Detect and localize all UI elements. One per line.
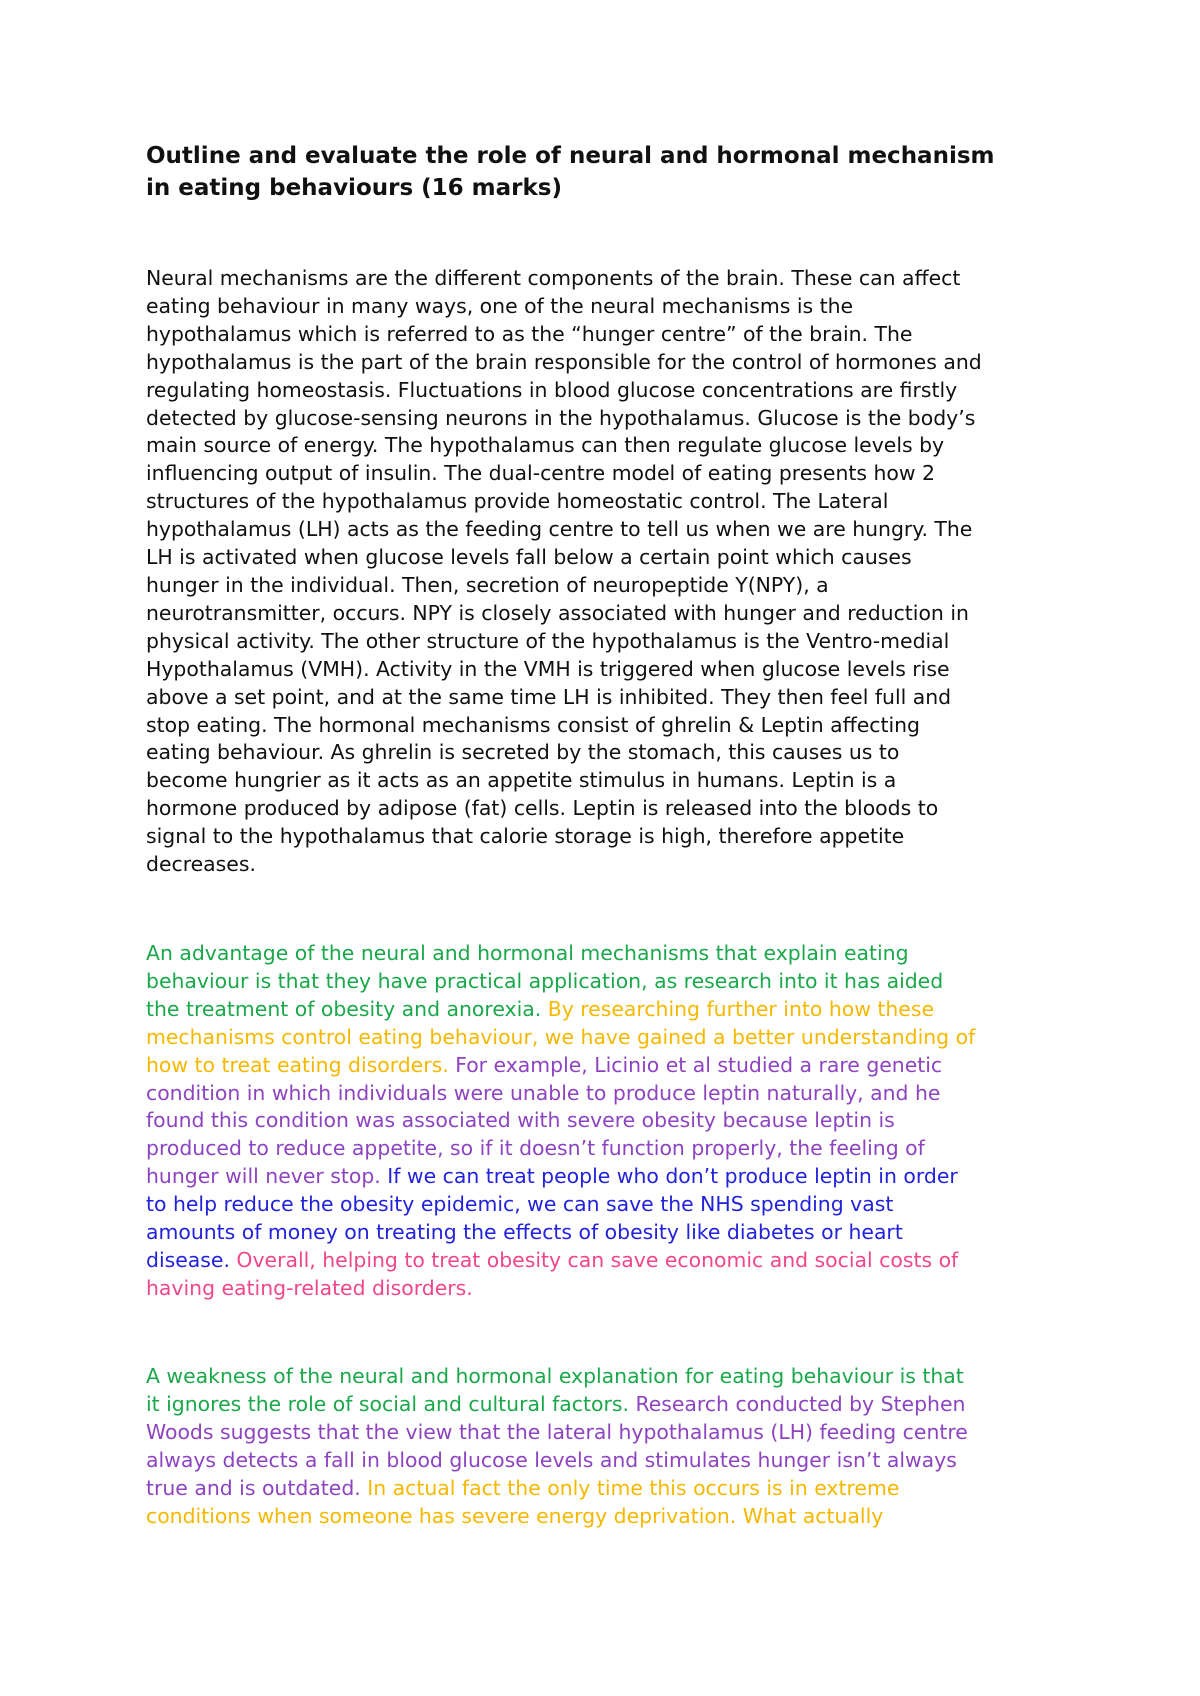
text-segment: conditions when someone has severe energy deprivation. What actually	[146, 1503, 884, 1528]
text-segment: LH is activated when glucose levels fall below a certain point which causes	[146, 545, 912, 570]
text-segment: eating behaviour. As ghrelin is secreted by the stomach, this causes us to	[146, 740, 900, 765]
text-line	[146, 321, 982, 349]
text-segment: detected by glucose-sensing neurons in the hypothalamus. Glucose is the body’s	[146, 405, 976, 430]
text-segment: hypothalamus (LH) acts as the feeding centre to tell us when we are hungry. The	[146, 517, 973, 542]
text-line	[146, 1219, 975, 1247]
text-line	[146, 349, 982, 377]
text-line	[146, 1447, 968, 1475]
text-line	[146, 628, 982, 656]
text-segment: amounts of money on treating the effects of obesity like diabetes or heart	[146, 1220, 903, 1245]
document-title	[146, 140, 1076, 204]
text-line	[146, 600, 982, 628]
text-segment: hypothalamus is the part of the brain responsible for the control of hormones and	[146, 349, 982, 374]
text-segment: Woods suggests that the view that the lateral hypothalamus (LH) feeding centre	[146, 1419, 968, 1444]
text-line	[146, 516, 982, 544]
text-line	[146, 544, 982, 572]
text-line	[146, 293, 982, 321]
text-line	[146, 1247, 975, 1275]
text-segment: the treatment of obesity and anorexia.	[146, 996, 548, 1021]
advantage-paragraph	[146, 940, 975, 1303]
text-line	[146, 712, 982, 740]
text-segment: physical activity. The other structure of the hypothalamus is the Ventro-medial	[146, 628, 950, 653]
text-segment: it ignores the role of social and cultural factors.	[146, 1391, 636, 1416]
text-line	[146, 1363, 968, 1391]
text-segment: For example, Licinio et al studied a rare genetic	[455, 1052, 943, 1077]
text-segment: condition in which individuals were unable to produce leptin naturally, and he	[146, 1080, 941, 1105]
text-line	[146, 767, 982, 795]
text-line	[146, 1135, 975, 1163]
text-line	[146, 1080, 975, 1108]
text-line	[146, 795, 982, 823]
text-segment: to help reduce the obesity epidemic, we can save the NHS spending vast	[146, 1192, 894, 1217]
text-segment: A weakness of the neural and hormonal explanation for eating behaviour is that	[146, 1364, 964, 1388]
text-segment: true and is outdated.	[146, 1475, 368, 1500]
text-segment: main source of energy. The hypothalamus can then regulate glucose levels by	[146, 433, 945, 458]
weakness-paragraph	[146, 1363, 968, 1530]
text-line	[146, 1024, 975, 1052]
text-line	[146, 1475, 968, 1503]
text-segment: eating behaviour in many ways, one of the neural mechanisms is the	[146, 293, 854, 318]
text-segment: decreases.	[146, 852, 256, 877]
text-line	[146, 656, 982, 684]
text-line	[146, 1191, 975, 1219]
text-segment: Hypothalamus (VMH). Activity in the VMH is triggered when glucose levels rise	[146, 656, 950, 681]
text-segment: stop eating. The hormonal mechanisms consist of ghrelin & Leptin affecting	[146, 712, 920, 737]
text-segment: become hungrier as it acts as an appetite stimulus in humans. Leptin is a	[146, 768, 897, 793]
text-segment: hunger in the individual. Then, secretion of neuropeptide Y(NPY), a	[146, 572, 829, 597]
text-line	[146, 1503, 968, 1531]
text-segment: found this condition was associated with severe obesity because leptin is	[146, 1108, 895, 1133]
text-segment: By researching further into how these	[547, 996, 935, 1021]
text-segment: how to treat eating disorders.	[146, 1052, 456, 1077]
text-line	[146, 1419, 968, 1447]
text-line	[146, 739, 982, 767]
text-segment: Overall, helping to treat obesity can save economic and social costs of	[236, 1247, 959, 1272]
text-segment: hormone produced by adipose (fat) cells. Leptin is released into the bloods to	[146, 796, 939, 821]
text-segment: In actual fact the only time this occurs is in extreme	[367, 1475, 900, 1500]
text-segment: Research conducted by Stephen	[635, 1391, 966, 1416]
text-line	[146, 1052, 975, 1080]
title-line: in eating behaviours (16 marks)	[146, 175, 563, 201]
text-segment: always detects a fall in blood glucose levels and stimulates hunger isn’t always	[146, 1447, 957, 1472]
text-segment: hunger will never stop.	[146, 1164, 388, 1189]
text-segment: disease.	[146, 1247, 237, 1272]
text-segment: above a set point, and at the same time LH is inhibited. They then feel full and	[146, 684, 952, 709]
text-line	[146, 377, 982, 405]
text-segment: produced to reduce appetite, so if it doesn’t function properly, the feeling of	[146, 1136, 925, 1161]
title-line: Outline and evaluate the role of neural and hormonal mechanism	[146, 143, 995, 169]
text-line	[146, 1107, 975, 1135]
text-segment: structures of the hypothalamus provide homeostatic control. The Lateral	[146, 489, 889, 514]
text-segment: mechanisms control eating behaviour, we have gained a better understanding of	[146, 1024, 976, 1049]
text-line	[146, 1391, 968, 1419]
text-segment: regulating homeostasis. Fluctuations in blood glucose concentrations are firstly	[146, 377, 958, 402]
text-segment: behaviour is that they have practical application, as research into it has aided	[146, 968, 944, 993]
text-line	[146, 1163, 975, 1191]
intro-paragraph	[146, 265, 982, 879]
text-line	[146, 572, 982, 600]
text-line	[146, 488, 982, 516]
text-segment: Neural mechanisms are the different components of the brain. These can affect	[146, 266, 961, 290]
text-segment: neurotransmitter, occurs. NPY is closely associated with hunger and reduction in	[146, 600, 969, 625]
text-segment: signal to the hypothalamus that calorie storage is high, therefore appetite	[146, 824, 905, 849]
text-line	[146, 968, 975, 996]
text-segment: influencing output of insulin. The dual-centre model of eating presents how 2	[146, 461, 936, 486]
text-line	[146, 996, 975, 1024]
text-line	[146, 940, 975, 968]
text-line	[146, 684, 982, 712]
text-line	[146, 823, 982, 851]
text-segment: having eating-related disorders.	[146, 1275, 473, 1300]
text-line	[146, 851, 982, 879]
text-line	[146, 405, 982, 433]
text-segment: If we can treat people who don’t produce leptin in order	[387, 1164, 958, 1189]
text-segment: hypothalamus which is referred to as the “hunger centre” of the brain. The	[146, 321, 913, 346]
text-line	[146, 460, 982, 488]
text-line	[146, 1275, 975, 1303]
text-line	[146, 265, 982, 293]
document-page	[146, 140, 1076, 1528]
text-line	[146, 432, 982, 460]
text-segment: An advantage of the neural and hormonal mechanisms that explain eating	[146, 941, 909, 965]
